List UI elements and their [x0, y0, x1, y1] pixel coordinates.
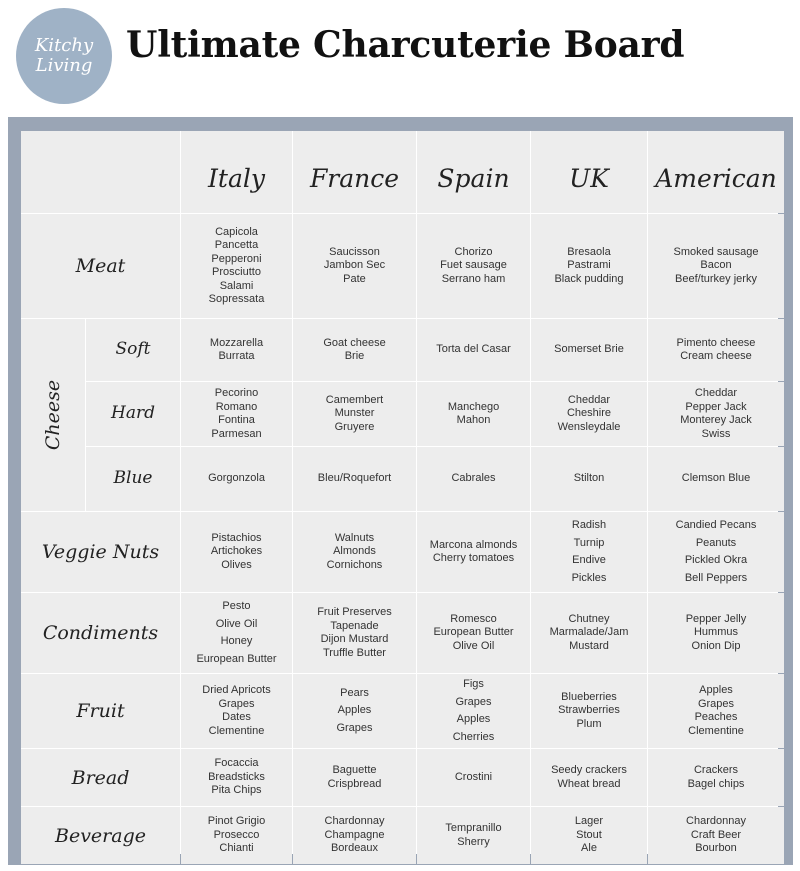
cell-item: Pita Chips	[211, 784, 262, 797]
cell-item: Burrata	[218, 350, 255, 362]
cell-item: Gorgonzola	[208, 472, 265, 485]
row-header-beverage: Beverage	[21, 807, 180, 864]
row-header-veggie-nuts: Veggie Nuts	[21, 512, 180, 592]
table-cell	[417, 214, 530, 318]
table-cell	[293, 674, 416, 748]
cell-item: Plum	[576, 717, 602, 730]
table-cell	[648, 512, 784, 592]
table-cell	[293, 749, 416, 806]
cell-item: Marmalade/Jam	[549, 626, 629, 639]
cell-item: Grapes	[218, 697, 255, 710]
cell-item: Mustard	[569, 639, 609, 652]
page-title: Ultimate Charcuterie Board	[126, 24, 685, 66]
cell-item: Crostini	[454, 770, 493, 783]
table-cell	[181, 593, 292, 673]
cell-item: Blueberries	[561, 690, 617, 703]
cell-item: Grapes	[455, 695, 492, 708]
cell-item: Wensleydale	[557, 420, 621, 433]
cell-item: Prosecco	[213, 828, 260, 841]
cell-item: Munster	[334, 407, 375, 420]
kitchy-living-logo	[16, 8, 112, 104]
cell-item: Romano	[215, 400, 258, 413]
table-cell	[181, 674, 292, 748]
table-cell	[181, 749, 292, 806]
cell-item: Marcona almonds	[429, 538, 518, 551]
cell-item: Crispbread	[327, 777, 382, 790]
table-cell	[531, 447, 647, 511]
cell-item: Manchego	[447, 400, 500, 413]
cell-item: Apples	[456, 713, 491, 725]
cell-item: Mozzarella	[209, 336, 264, 349]
cell-item: Champagne	[324, 828, 385, 841]
cell-item: Stout	[576, 828, 602, 841]
cheese-label: Cheese	[42, 379, 65, 451]
table-cell	[181, 319, 292, 381]
cell-item: Tapenade	[330, 619, 379, 632]
cell-item: Brie	[344, 350, 365, 362]
cell-item: Onion Dip	[691, 639, 741, 652]
cell-item: Clementine	[208, 724, 265, 737]
cell-item: Cream cheese	[680, 350, 752, 362]
cell-item: Bresaola	[567, 245, 611, 258]
table-cell	[531, 749, 647, 806]
subrow-header-blue: Blue	[86, 447, 180, 511]
table-cell	[417, 807, 530, 864]
row-header-fruit: Fruit	[21, 674, 180, 748]
table-cell	[293, 593, 416, 673]
cell-item: Bleu/Roquefort	[317, 472, 392, 485]
table-cell	[648, 807, 784, 864]
table-cell	[181, 512, 292, 592]
cell-item: Pinot Grigio	[207, 815, 266, 828]
table-cell	[417, 749, 530, 806]
column-header-france: France	[293, 131, 416, 213]
table-cell	[417, 593, 530, 673]
cell-item: Chutney	[568, 612, 610, 625]
column-header-american: American	[648, 131, 784, 213]
cell-item: Pickles	[571, 571, 607, 584]
row-header-meat: Meat	[21, 214, 180, 318]
cell-item: Tempranillo	[445, 822, 502, 834]
cell-item: Cheddar	[567, 393, 611, 406]
cell-item: Salami	[219, 279, 254, 292]
cell-item: Lager	[574, 815, 604, 828]
cell-item: Fuet sausage	[440, 259, 507, 272]
cell-item: Apples	[337, 704, 372, 717]
cell-item: Beef/turkey jerky	[675, 272, 757, 285]
cell-item: Cherry tomatoes	[432, 552, 515, 564]
cell-item: Bell Peppers	[684, 571, 748, 584]
cell-item: Apples	[699, 684, 733, 696]
cell-item: Focaccia	[214, 757, 259, 770]
cell-item: Bacon	[700, 259, 732, 272]
cell-item: Camembert	[325, 393, 384, 406]
cell-item: Pancetta	[214, 239, 259, 251]
cell-item: Pecorino	[214, 387, 259, 399]
cell-item: Pastrami	[567, 259, 611, 272]
cell-item: Endive	[572, 554, 606, 566]
cell-item: Goat cheese	[323, 336, 386, 349]
header	[0, 0, 800, 116]
table-cell	[531, 319, 647, 381]
cell-item: Hummus	[693, 626, 738, 639]
cell-item: Pimento cheese	[676, 336, 756, 349]
row-header-bread: Bread	[21, 749, 180, 806]
cell-item: Ale	[581, 842, 597, 855]
cell-item: Dates	[222, 711, 251, 723]
cell-item: Cherries	[452, 730, 495, 743]
cell-item: Prosciutto	[212, 266, 261, 278]
cell-item: Dried Apricots	[202, 684, 271, 696]
table-cell	[417, 512, 530, 592]
table-cell	[531, 382, 647, 446]
charcuterie-table	[21, 131, 778, 854]
table-cell	[417, 319, 530, 381]
cell-item: Parmesan	[211, 427, 262, 440]
cell-item: Breadsticks	[208, 770, 265, 783]
column-header-spain: Spain	[417, 131, 530, 213]
cell-item: Olive Oil	[215, 617, 258, 630]
table-cell	[181, 807, 292, 864]
table-cell	[531, 214, 647, 318]
cell-item: Dijon Mustard	[320, 633, 389, 645]
cell-item: Stilton	[573, 472, 605, 485]
cell-item: Strawberries	[558, 704, 620, 717]
cell-item: Olive Oil	[452, 639, 495, 652]
cell-item: Gruyere	[334, 420, 375, 433]
cell-item: Black pudding	[554, 272, 624, 285]
cell-item: Cornichons	[326, 558, 383, 571]
cell-item: Mahon	[456, 414, 491, 426]
cell-item: European Butter	[196, 652, 277, 665]
cell-item: Almonds	[333, 545, 376, 558]
cell-item: Peanuts	[695, 536, 737, 549]
cell-item: Artichokes	[210, 545, 263, 558]
cell-item: Turnip	[573, 536, 605, 549]
cell-item: Cheddar	[694, 387, 738, 399]
table-cell	[648, 382, 784, 446]
cell-item: Olives	[221, 558, 252, 571]
cell-item: Bourbon	[695, 842, 737, 855]
table-cell	[648, 593, 784, 673]
table-cell	[181, 382, 292, 446]
table-cell	[417, 382, 530, 446]
cell-item: Capicola	[215, 225, 258, 238]
cell-item: Pepperoni	[211, 252, 262, 265]
cell-item: Honey	[220, 635, 253, 647]
cell-item: Sopressata	[208, 293, 265, 305]
cell-item: Pesto	[222, 600, 251, 612]
cell-item: Candied Pecans	[675, 519, 757, 531]
cell-item: Grapes	[336, 721, 373, 734]
cell-item: Craft Beer	[690, 828, 742, 841]
cell-item: Smoked sausage	[673, 245, 759, 258]
cell-item: Pepper Jack	[685, 400, 747, 413]
cell-item: Jambon Sec	[323, 259, 386, 272]
logo-text-line2: Living	[35, 55, 93, 76]
cell-item: Walnuts	[334, 531, 375, 544]
table-cell	[648, 447, 784, 511]
cell-item: Bagel chips	[687, 777, 745, 790]
table-cell	[648, 674, 784, 748]
cell-item: European Butter	[433, 626, 514, 639]
table-cell	[293, 382, 416, 446]
table-cell	[293, 807, 416, 864]
cell-item: Bordeaux	[330, 842, 379, 855]
cell-item: Swiss	[701, 427, 731, 440]
table-cell	[293, 447, 416, 511]
table-cell	[531, 807, 647, 864]
table-cell	[417, 674, 530, 748]
subrow-header-soft: Soft	[86, 319, 180, 381]
cell-item: Seedy crackers	[551, 764, 627, 776]
cell-item: Saucisson	[329, 245, 380, 258]
cell-item: Clemson Blue	[681, 472, 751, 485]
cell-item: Chardonnay	[686, 815, 746, 828]
cell-item: Grapes	[697, 697, 735, 710]
cell-item: Truffle Butter	[323, 646, 386, 659]
table-cell	[648, 319, 784, 381]
cell-item: Fruit Preserves	[317, 606, 392, 618]
cell-item: Peaches	[694, 711, 738, 723]
table-cell	[531, 593, 647, 673]
table-cell	[531, 512, 647, 592]
row-header-cheese	[21, 319, 85, 511]
table-cell	[181, 447, 292, 511]
subrow-header-hard: Hard	[86, 382, 180, 446]
table-cell	[181, 214, 292, 318]
corner-cell	[21, 131, 180, 213]
cell-item: Pistachios	[211, 531, 262, 544]
cell-item: Cheshire	[566, 407, 612, 420]
table-cell	[417, 447, 530, 511]
table-cell	[293, 214, 416, 318]
cell-item: Chianti	[219, 842, 254, 855]
cell-item: Fontina	[218, 414, 255, 426]
cell-item: Wheat bread	[557, 777, 621, 790]
cell-item: Figs	[463, 678, 484, 690]
logo-text-line1: Kitchy	[34, 35, 94, 56]
column-header-uk: UK	[531, 131, 647, 213]
table-cell	[648, 749, 784, 806]
cell-item: Cabrales	[451, 472, 496, 485]
row-header-condiments: Condiments	[21, 593, 180, 673]
table-cell	[531, 674, 647, 748]
cell-item: Serrano ham	[441, 272, 506, 285]
cell-item: Pears	[340, 686, 369, 699]
cell-item: Torta del Casar	[436, 343, 511, 356]
cell-item: Chardonnay	[324, 815, 385, 828]
table-cell	[293, 512, 416, 592]
cell-item: Monterey Jack	[680, 414, 752, 426]
cell-item: Clementine	[688, 724, 744, 737]
cell-item: Crackers	[693, 764, 738, 776]
cell-item: Pickled Okra	[684, 554, 748, 566]
column-header-italy: Italy	[181, 131, 292, 213]
cell-item: Romesco	[450, 612, 497, 625]
table-cell	[293, 319, 416, 381]
cell-item: Somerset Brie	[554, 343, 624, 356]
cell-item: Radish	[571, 519, 607, 531]
cell-item: Sherry	[457, 835, 490, 848]
cell-item: Pate	[343, 272, 366, 285]
table-cell	[648, 214, 784, 318]
cell-item: Pepper Jelly	[685, 612, 747, 625]
cell-item: Chorizo	[454, 245, 493, 258]
cell-item: Baguette	[332, 764, 377, 776]
